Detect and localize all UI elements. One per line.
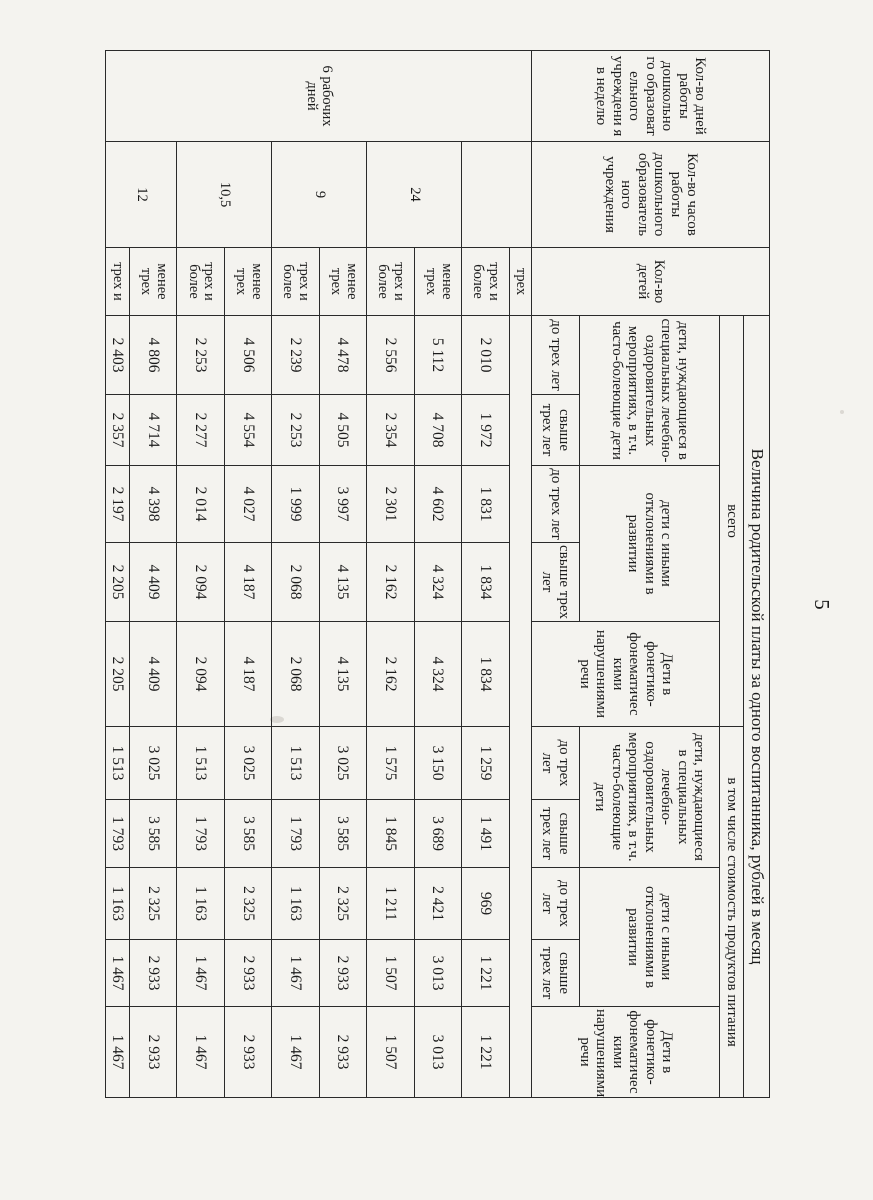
header-over3: свыше трех лет bbox=[532, 543, 579, 622]
value-cell: 2 354 bbox=[367, 395, 414, 466]
value-cell: 4 409 bbox=[129, 622, 176, 727]
children-cell: трех и более bbox=[272, 248, 319, 316]
value-cell: 2 253 bbox=[272, 395, 319, 466]
value-cell: 1 513 bbox=[177, 727, 224, 800]
value-cell: 969 bbox=[462, 868, 509, 940]
value-cell: 2 068 bbox=[272, 543, 319, 622]
value-cell: 1 467 bbox=[272, 1007, 319, 1098]
value-cell: 1 972 bbox=[462, 395, 509, 466]
value-cell: 1 793 bbox=[272, 800, 319, 868]
value-cell: 1 491 bbox=[462, 800, 509, 868]
value-cell: 3 689 bbox=[414, 800, 461, 868]
value-cell: 4 135 bbox=[319, 543, 366, 622]
page-number: 5 bbox=[809, 599, 834, 610]
value-cell: 4 478 bbox=[319, 316, 366, 395]
value-cell: 3 997 bbox=[319, 466, 366, 543]
value-cell: 1 793 bbox=[106, 800, 130, 868]
days-cell: 6 рабочих дней bbox=[106, 51, 532, 142]
value-cell: 3 013 bbox=[414, 940, 461, 1007]
value-cell: 2 933 bbox=[129, 940, 176, 1007]
children-cell: менее трех bbox=[319, 248, 366, 316]
value-cell: 1 259 bbox=[462, 727, 509, 800]
value-cell: 4 187 bbox=[224, 543, 271, 622]
value-cell: 1 467 bbox=[106, 940, 130, 1007]
hours-cell bbox=[462, 142, 532, 248]
children-cell: трех и bbox=[106, 248, 130, 316]
children-cell: трех и более bbox=[367, 248, 414, 316]
value-cell: 4 027 bbox=[224, 466, 271, 543]
value-cell: 2 162 bbox=[367, 543, 414, 622]
value-cell: 3 585 bbox=[129, 800, 176, 868]
value-cell: 2 277 bbox=[177, 395, 224, 466]
value-cell: 1 513 bbox=[272, 727, 319, 800]
hours-cell: 24 bbox=[367, 142, 462, 248]
value-cell: 1 507 bbox=[367, 940, 414, 1007]
value-cell: 1 467 bbox=[177, 1007, 224, 1098]
value-cell: 2 325 bbox=[224, 868, 271, 940]
value-cell: 3 013 bbox=[414, 1007, 461, 1098]
parental-fee-table bbox=[105, 50, 770, 1098]
children-cell: менее трех bbox=[414, 248, 461, 316]
value-cell: 2 357 bbox=[106, 395, 130, 466]
table-caption: Величина родительской платы за одного воспитанника, рублей в месяц bbox=[743, 316, 769, 1098]
value-cell: 2 205 bbox=[106, 543, 130, 622]
value-cell: 1 163 bbox=[272, 868, 319, 940]
header-hours: Кол-во часов работы дошкольного образователь ного учреждения bbox=[532, 142, 770, 248]
value-cell: 1 221 bbox=[462, 1007, 509, 1098]
children-cell: трех и более bbox=[462, 248, 509, 316]
value-cell: 4 806 bbox=[129, 316, 176, 395]
value-cell: 2 421 bbox=[414, 868, 461, 940]
table-row bbox=[509, 51, 531, 1098]
value-cell: 2 068 bbox=[272, 622, 319, 727]
value-cell: 2 403 bbox=[106, 316, 130, 395]
value-cell: 2 239 bbox=[272, 316, 319, 395]
value-cell: 4 708 bbox=[414, 395, 461, 466]
value-cell: 1 834 bbox=[462, 622, 509, 727]
value-cell: 3 150 bbox=[414, 727, 461, 800]
value-cell: 4 505 bbox=[319, 395, 366, 466]
value-cell: 1 845 bbox=[367, 800, 414, 868]
value-cell: 2 325 bbox=[319, 868, 366, 940]
value-cell: 1 999 bbox=[272, 466, 319, 543]
value-cell: 2 253 bbox=[177, 316, 224, 395]
value-cell bbox=[509, 316, 531, 1098]
header-group-speech-food: Дети в фонетико-фонематичес кими нарушениями речи bbox=[532, 1007, 720, 1098]
value-cell: 4 714 bbox=[129, 395, 176, 466]
value-cell: 2 933 bbox=[319, 1007, 366, 1098]
value-cell: 2 933 bbox=[224, 1007, 271, 1098]
value-cell: 3 585 bbox=[224, 800, 271, 868]
value-cell: 4 506 bbox=[224, 316, 271, 395]
header-under3: до трех лет bbox=[532, 868, 579, 940]
header-over3: свыше трех лет bbox=[532, 395, 579, 466]
table-row bbox=[224, 51, 271, 1098]
value-cell: 1 211 bbox=[367, 868, 414, 940]
children-cell: менее трех bbox=[129, 248, 176, 316]
value-cell: 4 135 bbox=[319, 622, 366, 727]
table-row bbox=[129, 51, 176, 1098]
value-cell: 2 094 bbox=[177, 543, 224, 622]
hours-cell: 10,5 bbox=[177, 142, 272, 248]
table-row bbox=[319, 51, 366, 1098]
value-cell: 3 025 bbox=[129, 727, 176, 800]
value-cell: 2 301 bbox=[367, 466, 414, 543]
header-under3: до трех лет bbox=[532, 466, 579, 543]
header-over3: свыше трех лет bbox=[532, 940, 579, 1007]
value-cell: 4 398 bbox=[129, 466, 176, 543]
scan-speck bbox=[840, 410, 844, 414]
header-days: Кол-во дней работы дошкольно го образоват ельного учреждени я в неделю bbox=[532, 51, 770, 142]
header-under3: до трех лет bbox=[532, 727, 579, 800]
rotated-table-wrapper bbox=[105, 50, 770, 1098]
value-cell: 4 602 bbox=[414, 466, 461, 543]
header-over3: свыше трех лет bbox=[532, 800, 579, 868]
value-cell: 1 163 bbox=[177, 868, 224, 940]
value-cell: 4 324 bbox=[414, 622, 461, 727]
header-group-health: дети, нуждающиеся в специальных лечебно-оздоровительных мероприятиях, в т.ч. часто-болеющие дети bbox=[579, 316, 720, 466]
value-cell: 1 467 bbox=[177, 940, 224, 1007]
value-cell: 2 094 bbox=[177, 622, 224, 727]
children-cell: трех bbox=[509, 248, 531, 316]
value-cell: 3 025 bbox=[224, 727, 271, 800]
value-cell: 2 014 bbox=[177, 466, 224, 543]
value-cell: 1 467 bbox=[106, 1007, 130, 1098]
value-cell: 4 187 bbox=[224, 622, 271, 727]
value-cell: 4 554 bbox=[224, 395, 271, 466]
value-cell: 1 163 bbox=[106, 868, 130, 940]
header-total: всего bbox=[720, 316, 744, 727]
value-cell: 2 325 bbox=[129, 868, 176, 940]
value-cell: 2 933 bbox=[319, 940, 366, 1007]
value-cell: 3 585 bbox=[319, 800, 366, 868]
value-cell: 2 933 bbox=[129, 1007, 176, 1098]
value-cell: 4 324 bbox=[414, 543, 461, 622]
value-cell: 2 010 bbox=[462, 316, 509, 395]
table-row bbox=[414, 51, 461, 1098]
value-cell: 1 575 bbox=[367, 727, 414, 800]
value-cell: 3 025 bbox=[319, 727, 366, 800]
hours-cell: 9 bbox=[272, 142, 367, 248]
value-cell: 1 831 bbox=[462, 466, 509, 543]
value-cell: 1 834 bbox=[462, 543, 509, 622]
children-cell: трех и более bbox=[177, 248, 224, 316]
value-cell: 2 162 bbox=[367, 622, 414, 727]
header-group-health-food: дети, нуждающиеся в специальных лечебно-оздоровительных мероприятиях, в т.ч. часто-болеющие дети bbox=[579, 727, 720, 868]
value-cell: 1 507 bbox=[367, 1007, 414, 1098]
value-cell: 1 513 bbox=[106, 727, 130, 800]
header-group-dev-food: дети с иными отклонениями в развитии bbox=[579, 868, 720, 1007]
value-cell: 2 197 bbox=[106, 466, 130, 543]
header-children: Кол-во детей bbox=[532, 248, 770, 316]
value-cell: 5 112 bbox=[414, 316, 461, 395]
value-cell: 2 205 bbox=[106, 622, 130, 727]
header-food: в том числе стоимость продуктов питания bbox=[720, 727, 744, 1098]
children-cell: менее трех bbox=[224, 248, 271, 316]
value-cell: 2 933 bbox=[224, 940, 271, 1007]
header-under3: до трех лет bbox=[532, 316, 579, 395]
header-group-speech: Дети в фонетико-фонематичес кими нарушениями речи bbox=[532, 622, 720, 727]
value-cell: 1 467 bbox=[272, 940, 319, 1007]
value-cell: 1 793 bbox=[177, 800, 224, 868]
value-cell: 2 556 bbox=[367, 316, 414, 395]
hours-cell: 12 bbox=[106, 142, 177, 248]
value-cell: 1 221 bbox=[462, 940, 509, 1007]
value-cell: 4 409 bbox=[129, 543, 176, 622]
header-group-dev: дети с иными отклонениями в развитии bbox=[579, 466, 720, 622]
